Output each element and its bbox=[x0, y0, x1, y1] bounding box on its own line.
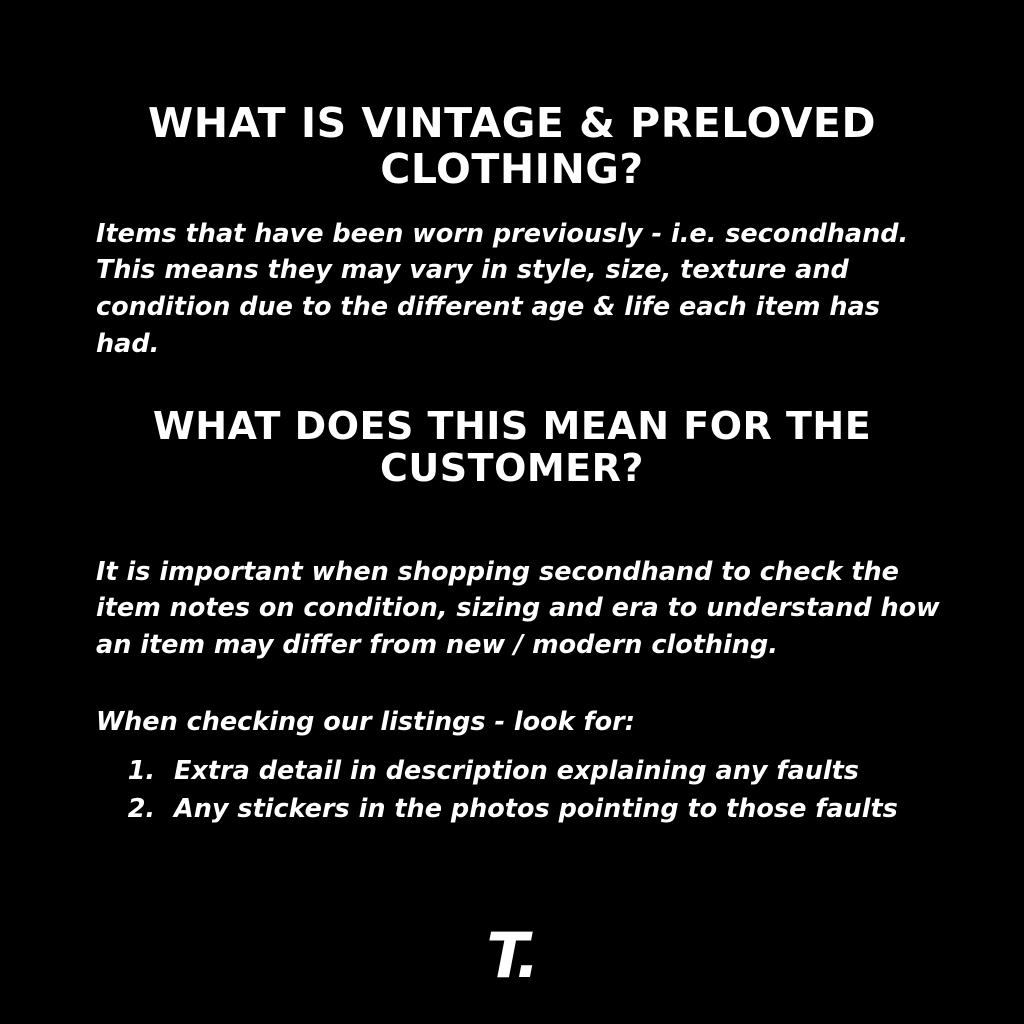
checklist bbox=[122, 752, 984, 829]
brand-logo: T. bbox=[486, 919, 538, 992]
section-title: WHAT DOES THIS MEAN FOR THE CUSTOMER? bbox=[152, 403, 872, 491]
list-item: 1. Extra detail in description explaining any faults bbox=[164, 752, 984, 790]
listings-prompt: When checking our listings - look for: bbox=[96, 706, 635, 737]
customer-paragraph: It is important when shopping secondhand to check the item notes on condition, sizing and era to understand how an item may differ from new / modern clothing. bbox=[96, 556, 940, 661]
intro-paragraph: Items that have been worn previously - i.e. secondhand. This means they may vary in style, size, texture and condition due to the different age & life each item has had. bbox=[96, 218, 909, 360]
page-title: WHAT IS VINTAGE & PRELOVED CLOTHING? bbox=[148, 99, 876, 194]
list-item: 2. Any stickers in the photos pointing to those faults bbox=[164, 790, 984, 828]
